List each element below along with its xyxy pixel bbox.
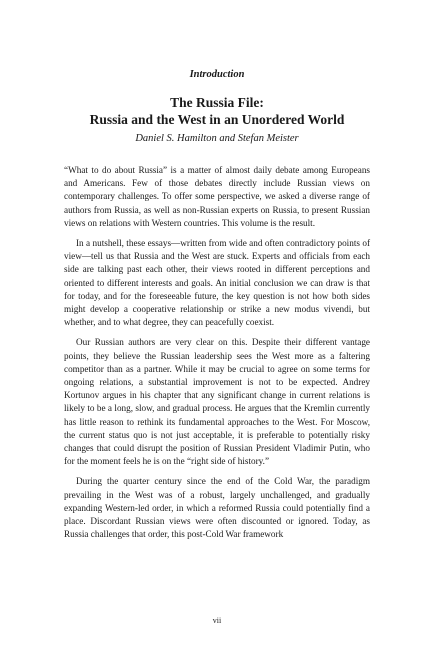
paragraph-4: During the quarter century since the end of the Cold War, the paradigm prevailing in the West was of a robust, largely unchallenged, and gradually expanding Western-led order, in which a reformed Russia could potentially find a place. Discordant Russian views were often discounted or ignored. Today, as Russia challenges that order, this post-Cold War framework: [64, 476, 370, 540]
paragraph-2: In a nutshell, these essays—written from wide and often contradictory points of view—tell us that Russia and the West are stuck. Experts and officials from each side are talking past each other, their views rooted in different perceptions and oriented to different interests and goals. An initial conclusion we can draw is that for today, and for the foreseeable future, the key question is not how both sides might develop a cooperative relationship or strike a new modus vivendi, but whether, and to what degree, they can peacefully coexist.: [64, 238, 370, 328]
page-number: vii: [212, 616, 222, 625]
authors: Daniel S. Hamilton and Stefan Meister: [135, 133, 299, 144]
chapter-title: [64, 94, 370, 128]
body-text: [64, 164, 370, 548]
chapter-title-line-2: Russia and the West in an Unordered World: [89, 112, 345, 127]
section-label: Introduction: [189, 69, 245, 80]
paragraph-3: Our Russian authors are very clear on this. Despite their different vantage points, they believe the Russian leadership sees the West more as a faltering competitor than as a partner. While it may be crucial to agree on some terms for ongoing relations, a substantial improvement is not to be expected. Andrey Kortunov argues in his chapter that any significant change in current relations is likely to be a long, slow, and gradual process. He argues that the Kremlin currently has little reason to rethink its fundamental approaches to the West. For Moscow, the current status quo is not just acceptable, it is preferable to potentially risky changes that could disrupt the position of Russian President Vladimir Putin, who for the moment feels he is on the “right side of history.”: [64, 337, 370, 467]
document-page: [64, 0, 370, 648]
chapter-title-line-1: The Russia File:: [170, 95, 264, 110]
paragraph-1: “What to do about Russia” is a matter of almost daily debate among Europeans and Americans. Few of those debates directly include Russian views on contemporary challenges. To offer some perspective, we asked a diverse range of authors from Russia, as well as non-Russian experts on Russia, to present Russian views on relations with Western countries. This volume is the result.: [64, 165, 370, 228]
